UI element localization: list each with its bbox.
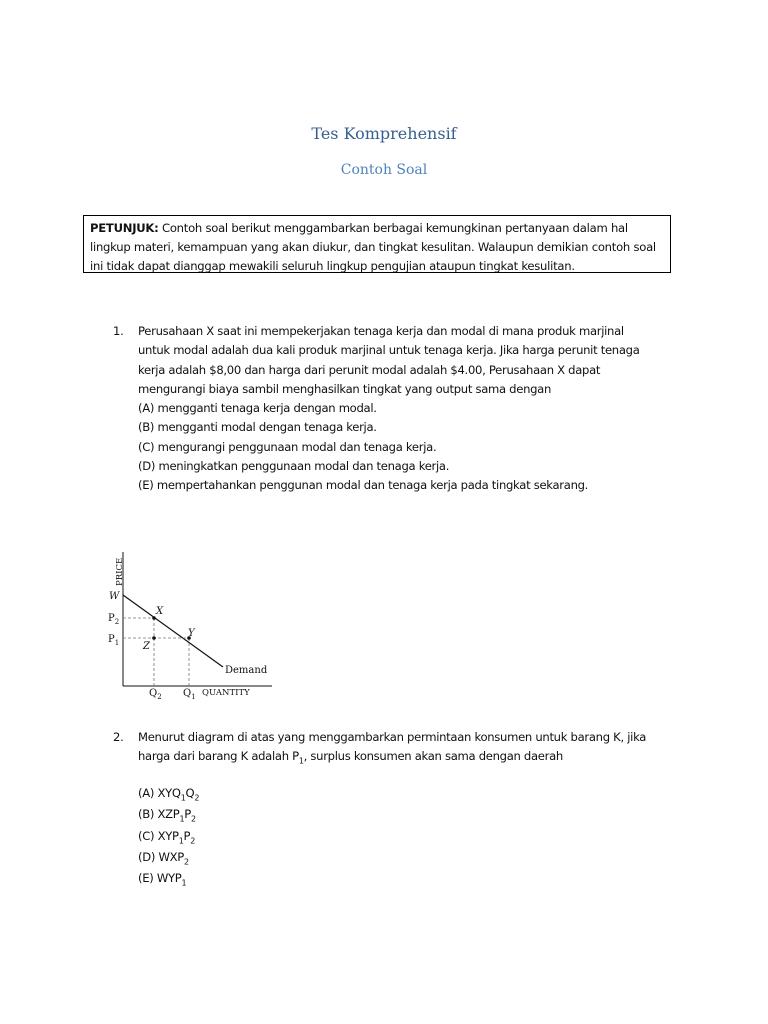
question-2-option-d: (D) $WXP_2$ (138, 849, 189, 867)
question-1-number: 1. (113, 324, 124, 338)
label-q1: $Q_1$ (183, 688, 196, 701)
question-1-option-b: (B) mengganti modal dengan tenaga kerja. (138, 420, 377, 435)
instructions-box (83, 215, 671, 273)
question-2-option-e: (E) $WYP_1$ (138, 871, 187, 888)
point-z (152, 636, 156, 640)
label-z: Z (143, 641, 150, 652)
question-1-option-e: (E) mempertahankan penggunan modal dan tenaga kerja pada tingkat sekarang. (138, 478, 589, 493)
question-1-line: mengurangi biaya sambil menghasilkan tingkat yang output sama dengan (138, 381, 552, 396)
question-2-option-a: (A) $XYQ_1Q_2$ (138, 785, 200, 803)
demand-curve (123, 595, 223, 667)
label-p2: $P_2$ (108, 613, 120, 626)
page-title: Tes Komprehensif (311, 124, 457, 143)
label-y: Y (188, 628, 195, 639)
question-2 (113, 728, 678, 891)
demand-label: Demand (225, 665, 268, 676)
x-axis-label: QUANTITY (202, 688, 250, 698)
question-1 (113, 322, 678, 496)
demand-diagram (104, 548, 284, 706)
question-1-option-c: (C) mengurangi penggunaan modal dan tenaga kerja. (138, 439, 437, 454)
question-2-option-c: (C) $XYP_1P_2$ (138, 828, 196, 845)
question-2-number: 2. (113, 730, 124, 744)
label-p1: $P_1$ (108, 634, 120, 647)
page-subtitle: Contoh Soal (340, 162, 428, 178)
question-2-line: harga dari barang K adalah $P_1$, surplus konsumen akan sama dengan daerah (138, 749, 563, 766)
label-q2: $Q_2$ (149, 688, 162, 701)
question-1-line: kerja adalah $8,00 dan harga dari perunit modal adalah $4.00, Perusahaan X dapat (138, 362, 601, 377)
question-2-option-b: (B) $XZP_1P_2$ (138, 807, 196, 824)
y-axis-label: PRICE (115, 557, 125, 586)
question-1-line: Perusahaan X saat ini mempekerjakan tenaga kerja dan modal di mana produk marjinal (138, 324, 624, 338)
question-1-option-a: (A) mengganti tenaga kerja dengan modal. (138, 401, 377, 416)
question-1-option-d: (D) meningkatkan penggunaan modal dan tenaga kerja. (138, 459, 450, 474)
instructions-text: Contoh soal berikut menggambarkan berbagai kemungkinan pertanyaan dalam hal lingkup materi, kemampuan yang akan diukur, dan tingkat kesulitan. Walaupun demikian contoh soal ini tidak dapat dianggap mewakili seluruh lingkup pengujian ataupun tingkat kesulitan. (90, 221, 656, 273)
question-2-line: Menurut diagram di atas yang menggambarkan permintaan konsumen untuk barang K, jika (138, 730, 647, 744)
label-w: W (109, 591, 120, 602)
instructions-label: PETUNJUK: (90, 221, 159, 235)
question-1-line: untuk modal adalah dua kali produk marjinal untuk tenaga kerja. Jika harga perunit tenaga (138, 343, 640, 358)
label-x: X (156, 606, 164, 617)
